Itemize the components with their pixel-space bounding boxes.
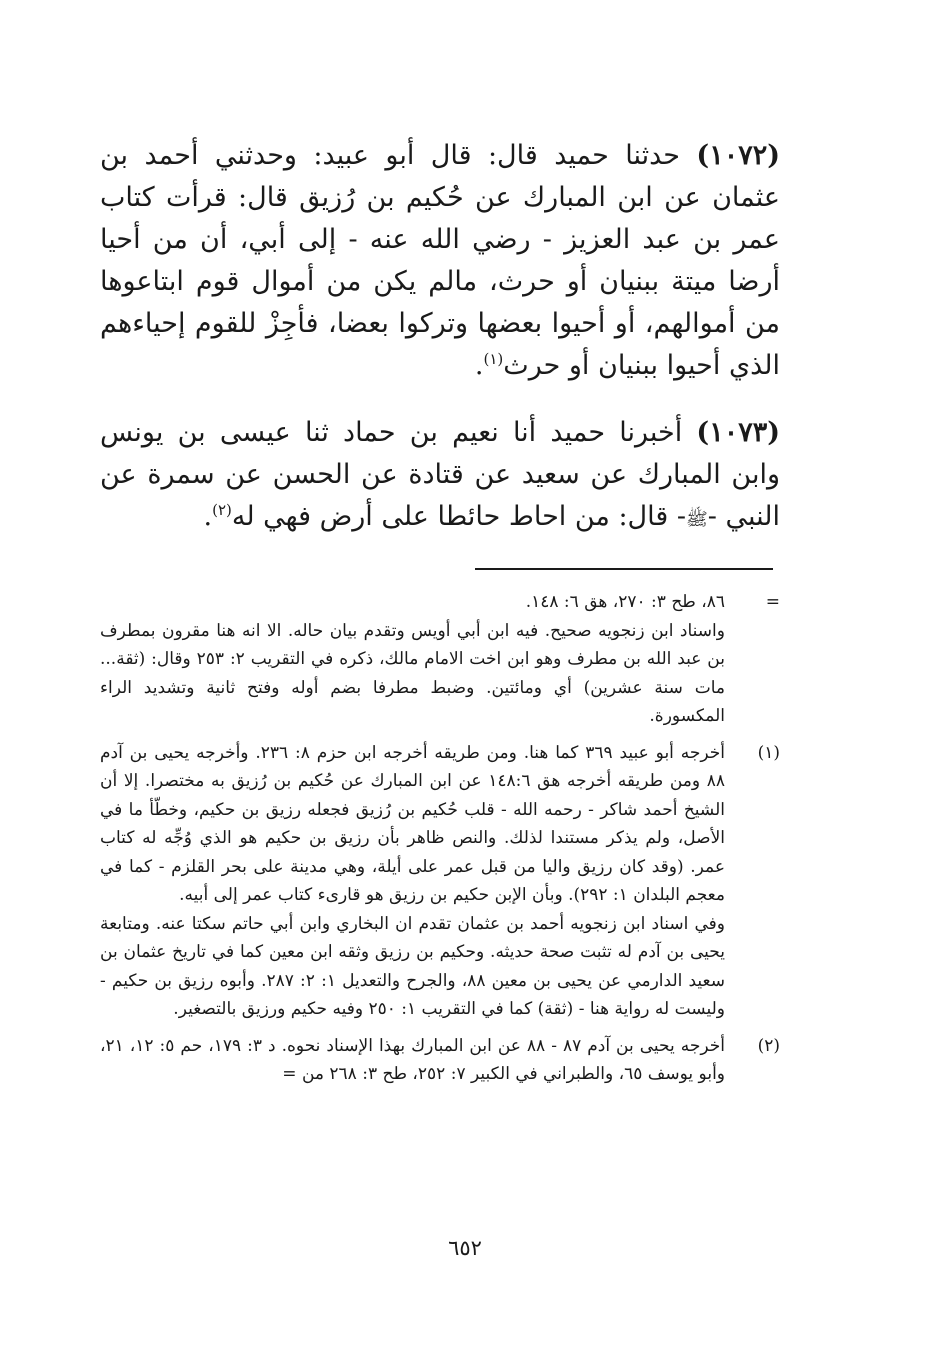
hadith-1073 bbox=[100, 412, 780, 541]
footnote-text: واسناد ابن زنجويه صحيح. فيه ابن أبي أويس وتقدم بيان حاله. الا انه هنا مقرون بمطرف بن عبد الله بن مطرف وهو ابن اخت الامام مالك، ذكره في التقريب ٢: ٢٥٣ وقال: (ثقة... مات سنة عشرين) أي ومائتين. وضبط مطرفا بضم أوله وفتح ثانية وتشديد الراء المكسورة. bbox=[100, 620, 725, 726]
hadith-text-continued: - قال: من احاط حائطا على أرض فهي له bbox=[231, 501, 687, 532]
footnote-paragraph: أخرجه أبو عبيد ٣٦٩ كما هنا. ومن طريقه أخرجه ابن حزم ٨: ٢٣٦. وأخرجه يحيى بن آدم ٨٨ ومن طريقه أخرجه هق ١٤٨:٦ عن ابن المبارك عن حُكيم بن رُزيق به مختصرا. إلا أن الشيخ أحمد شاكر - رحمه الله - قلب حُكيم بن رُزيق فجعله رزيق بن حكيم، وخطّأ ما في الأصل، ولم يذكر مستندا لذلك. والنص ظاهر بأن رزيق بن حكيم هو الذي وُجِّه له كتاب عمر. (وقد كان رزيق واليا من قبل عمر على أيلة، وهي مدينة على بحر القلزم - كما في معجم البلدان ١: ٢٩٢). وبأن الإبن حكيم بن رزيق هو قارىء كتاب عمر إلى أبيه. bbox=[100, 742, 725, 905]
hadith-number: (١٠٧٢) bbox=[696, 140, 780, 171]
footnote-marker: = bbox=[765, 592, 780, 612]
salutation-glyph: ﷺ bbox=[686, 509, 708, 530]
footnote-marker: (٢) bbox=[757, 1035, 780, 1056]
footnote-first-line: ٨٦، طح ٣: ٢٧٠، هق ٦: ١٤٨. bbox=[525, 592, 725, 612]
footnote-reference[interactable]: (٢) bbox=[212, 501, 232, 519]
footnote-2 bbox=[100, 1032, 780, 1089]
footnote-paragraph: وفي اسناد ابن زنجويه أحمد بن عثمان تقدم ان البخاري وابن أبي حاتم سكتا عنه. ومتابعة يحيى بن آدم له تثبت صحة حديثه. وحكيم بن رزيق وثقه ابن معين كما في تاريخ عثمان بن سعيد الدارمي عن يحيى بن معين ٨٨، والجرح والتعديل ١: ٢: ٢٨٧. وأبوه رزيق بن حكيم - وليست له رواية هنا - (ثقة) كما في التقريب ١: ٢٥٠ وفيه حكيم ورزيق بالتصغير. bbox=[100, 913, 726, 1019]
page-number: ٦٥٢ bbox=[448, 1236, 482, 1260]
hadith-text: أخبرنا حميد أنا نعيم بن حماد ثنا عيسى بن يونس وابن المبارك عن سعيد عن قتادة عن الحسن عن سمرة عن النبي - bbox=[100, 417, 780, 532]
footnote-separator bbox=[475, 568, 773, 570]
footnotes-section bbox=[100, 588, 780, 1089]
footnote-1 bbox=[100, 739, 780, 1024]
footnote-continuation bbox=[100, 588, 780, 731]
hadith-1072 bbox=[100, 135, 780, 387]
footnote-text: أخرجه يحيى بن آدم ٨٧ - ٨٨ عن ابن المبارك بهذا الإسناد نحوه. د ٣: ١٧٩، حم ٥: ١٢، ٢١، وأبو يوسف ٦٥، والطبراني في الكبير ٧: ٢٥٢، طح ٣: ٢٦٨ من = bbox=[100, 1035, 725, 1084]
hadith-text-end: . bbox=[203, 501, 213, 532]
hadith-number: (١٠٧٣) bbox=[696, 417, 780, 448]
hadith-text: حدثنا حميد قال: قال أبو عبيد: وحدثني أحمد بن عثمان عن ابن المبارك عن حُكيم بن رُزيق قال: قرأت كتاب عمر بن عبد العزيز - رضي الله عنه - إلى أبي، أن من أحيا أرضا ميتة ببنيان أو حرث، مالم يكن من أموال قوم ابتاعوها من أموالهم، أو أحيوا بعضها وتركوا بعضا، فأجِزْ للقوم إحياءهم الذي أحيوا ببنيان أو حرث bbox=[100, 140, 780, 381]
footnote-marker: (١) bbox=[757, 742, 780, 763]
hadith-text-end: . bbox=[474, 350, 484, 381]
footnote-reference[interactable]: (١) bbox=[483, 350, 504, 368]
